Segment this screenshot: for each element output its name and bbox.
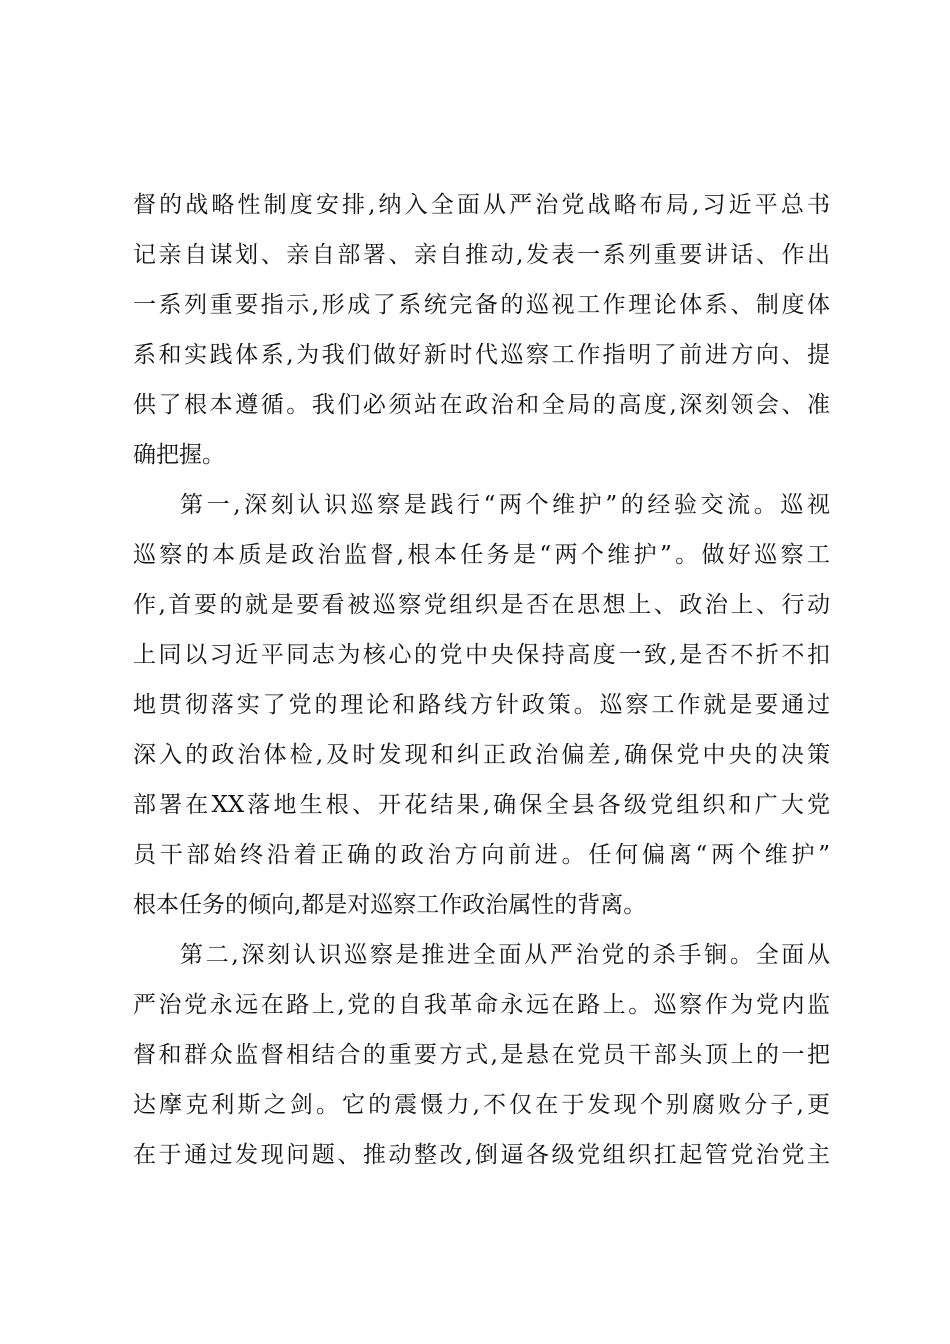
paragraph-2-line: 作,首要的就是要看被巡察党组织是否在思想上、政治上、行动	[133, 592, 830, 618]
paragraph-3-line: 在于通过发现问题、推动整改,倒逼各级党组织扛起管党治党主	[133, 1142, 830, 1168]
paragraph-1-line: 一系列重要指示,形成了系统完备的巡视工作理论体系、制度体	[133, 292, 830, 318]
paragraph-2-line: 第一,深刻认识巡察是践行“两个维护”的经验交流。巡视	[180, 492, 830, 518]
paragraph-2-line: 根本任务的倾向,都是对巡察工作政治属性的背离。	[133, 892, 647, 918]
paragraph-2-line: 员干部始终沿着正确的政治方向前进。任何偏离“两个维护”	[133, 842, 830, 868]
paragraph-1-line: 供了根本遵循。我们必须站在政治和全局的高度,深刻领会、准	[133, 392, 830, 418]
paragraph-1-line: 确把握。	[133, 442, 225, 468]
paragraph-3-line: 督和群众监督相结合的重要方式,是悬在党员干部头顶上的一把	[133, 1042, 830, 1068]
paragraph-2-line: 地贯彻落实了党的理论和路线方针政策。巡察工作就是要通过	[133, 692, 830, 718]
paragraph-3-line: 严治党永远在路上,党的自我革命永远在路上。巡察作为党内监	[133, 992, 830, 1018]
paragraph-2-line: 部署在XX落地生根、开花结果,确保全县各级党组织和广大党	[133, 792, 830, 818]
paragraph-1-line: 系和实践体系,为我们做好新时代巡察工作指明了前进方向、提	[133, 342, 830, 368]
paragraph-2-line: 深入的政治体检,及时发现和纠正政治偏差,确保党中央的决策	[133, 742, 830, 768]
paragraph-2-line: 巡察的本质是政治监督,根本任务是“两个维护”。做好巡察工	[133, 542, 830, 568]
paragraph-1-line: 记亲自谋划、亲自部署、亲自推动,发表一系列重要讲话、作出	[133, 242, 830, 268]
paragraph-2-line: 上同以习近平同志为核心的党中央保持高度一致,是否不折不扣	[133, 642, 830, 668]
paragraph-3-line: 达摩克利斯之剑。它的震慑力,不仅在于发现个别腐败分子,更	[133, 1092, 830, 1118]
paragraph-3-line: 第二,深刻认识巡察是推进全面从严治党的杀手锏。全面从	[180, 942, 830, 968]
paragraph-1-line: 督的战略性制度安排,纳入全面从严治党战略布局,习近平总书	[133, 192, 830, 218]
